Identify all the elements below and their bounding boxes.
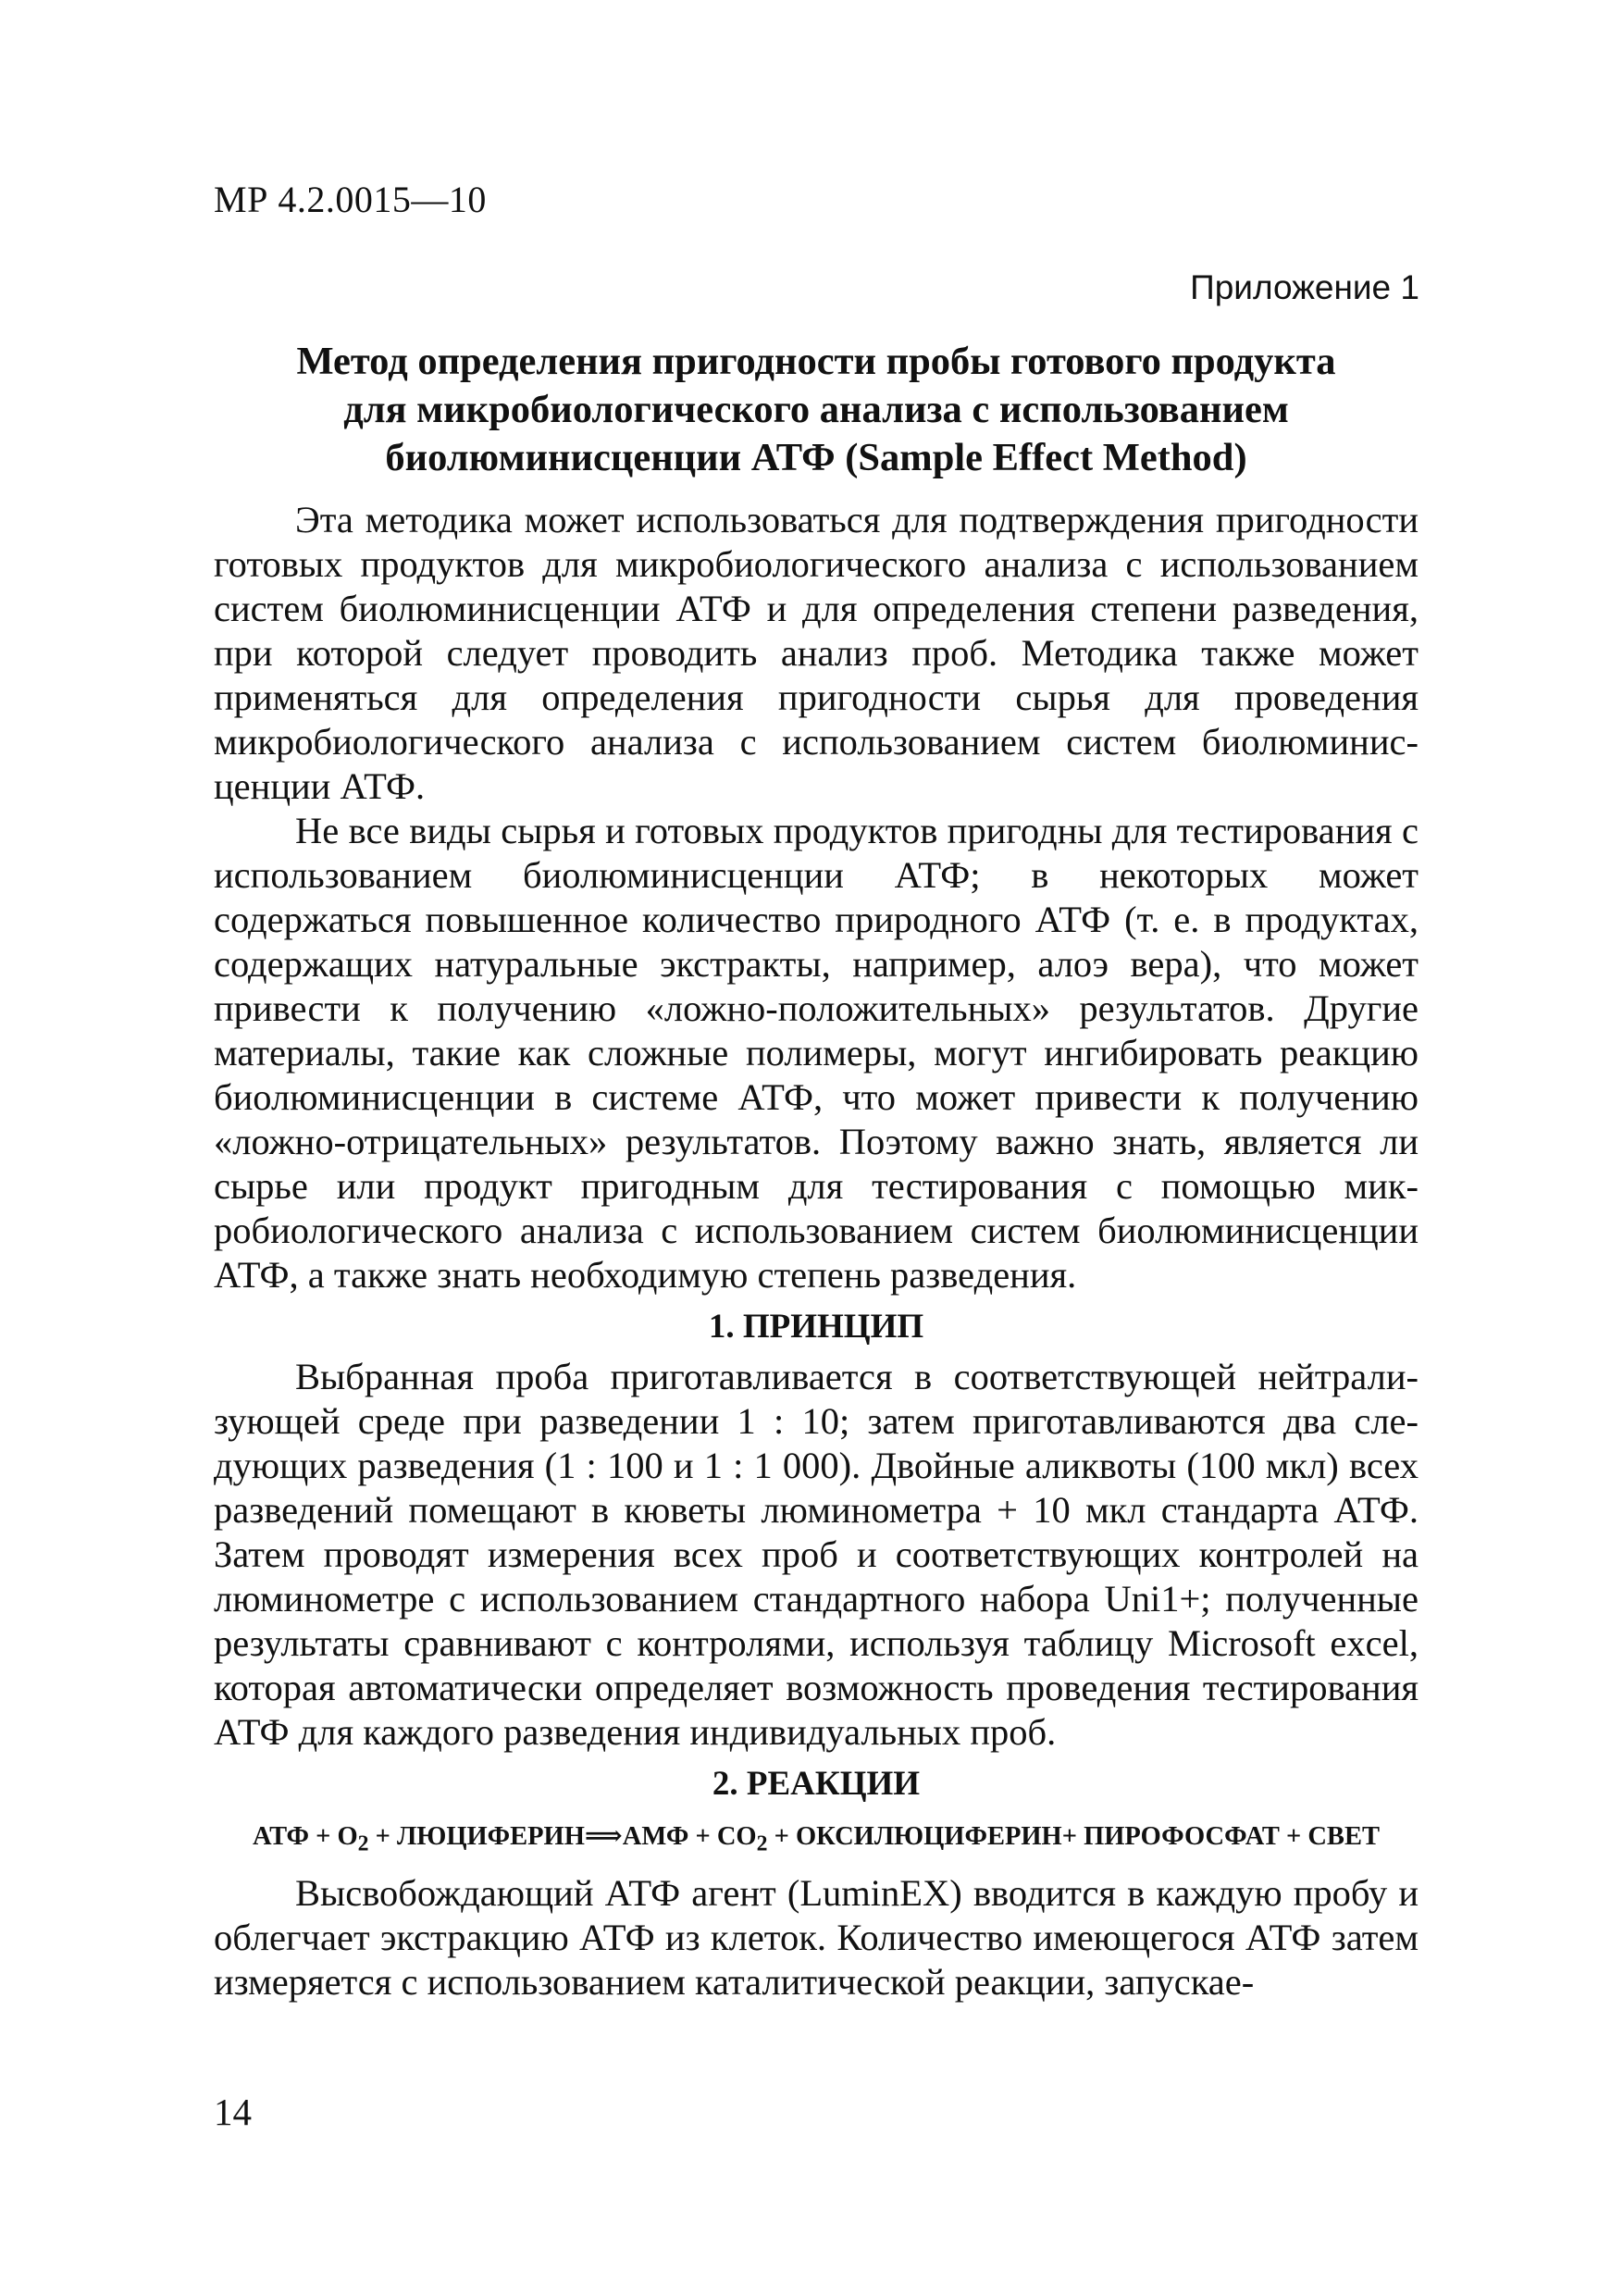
section-1-heading: 1. ПРИНЦИП [708, 1308, 924, 1346]
section-2-heading: 2. РЕАКЦИИ [712, 1765, 921, 1803]
intro-paragraph-1: Эта методика может использоваться для подтверждения пригодности готовых продуктов для микробиологического анализа с использованием систем биолюминисценции АТФ и для определения степени разведения, при которой следует проводить анализ проб. Методика также может применяться для определения пригодности сырья для проведения микробиологического анализа с использованием систем биолюминисценции АТФ. [214, 499, 1419, 807]
equation-subscript-co2: 2 [756, 1831, 768, 1856]
section-1-paragraph: Выбранная проба приготавливается в соответствующей нейтрализующей среде при разведении 1 : 10; затем приготавливаются два следующих разведения (1 : 100 и 1 : 1 000). Двойные аликвоты (100 мкл) всех разведений помещают в кюветы люминометра + 10 мкл стандарта АТФ. Затем проводят измерения всех проб и соответствующих контролей на люминометре с использованием стандартного набора Uni1+; полученные результаты сравнивают с контролями, используя таблицу Microsoft excel, которая автоматически определяет возможность проведения тестирования АТФ для каждого разведения индивидуальных проб. [214, 1356, 1419, 1753]
appendix-title [214, 338, 1419, 482]
equation-part-tail: + ОКСИЛЮЦИФЕРИН+ ПИРОФОСФАТ + СВЕТ [767, 1822, 1380, 1851]
equation-subscript-o2: 2 [357, 1831, 369, 1856]
title-line-1: Метод определения пригодности пробы готового продукта [296, 340, 1336, 383]
section-2-paragraph: Высвобождающий АТФ агент (LuminEX) вводится в каждую пробу и облегчает экстракцию АТФ из клеток. Количество имеющегося АТФ затем измеряется с использованием каталитической реакции, запускае- [214, 1871, 1419, 2003]
document-code: МР 4.2.0015—10 [214, 179, 487, 220]
title-line-2: для микробиологического анализа с использованием [343, 388, 1289, 431]
equation-part-mid: + ЛЮЦИФЕРИН [368, 1822, 585, 1851]
equation-part-left: АТФ + O [253, 1822, 358, 1851]
reaction-arrow-icon: ⟹ [584, 1822, 623, 1851]
page-number: 14 [214, 2091, 252, 2133]
reaction-equation [214, 1812, 1419, 1869]
equation-part-right: АМФ + CO [622, 1822, 757, 1851]
intro-paragraph-2: Не все виды сырья и готовых продуктов пригодны для тестирования с использованием биолюминисценции АТФ; в некоторых может содержаться повышенное количество природного АТФ (т. е. в продуктах, содержащих натуральные экстракты, например, алоэ вера), что может привести к получению «ложно-положительных» результатов. Другие материалы, такие как сложные полимеры, могут ингибировать реакцию биолюминисценции в системе АТФ, что может привести к получению «ложно-отрицательных» результатов. Поэтому важно знать, является ли сырье или продукт пригодным для тестирования с помощью микробиологического анализа с использованием систем биолюминисценции АТФ, а также знать необходимую степень разведения. [214, 810, 1419, 1296]
title-line-3: биолюминисценции АТФ (Sample Effect Method) [385, 436, 1247, 479]
document-body [214, 498, 1419, 2004]
appendix-label: Приложение 1 [1190, 268, 1419, 306]
